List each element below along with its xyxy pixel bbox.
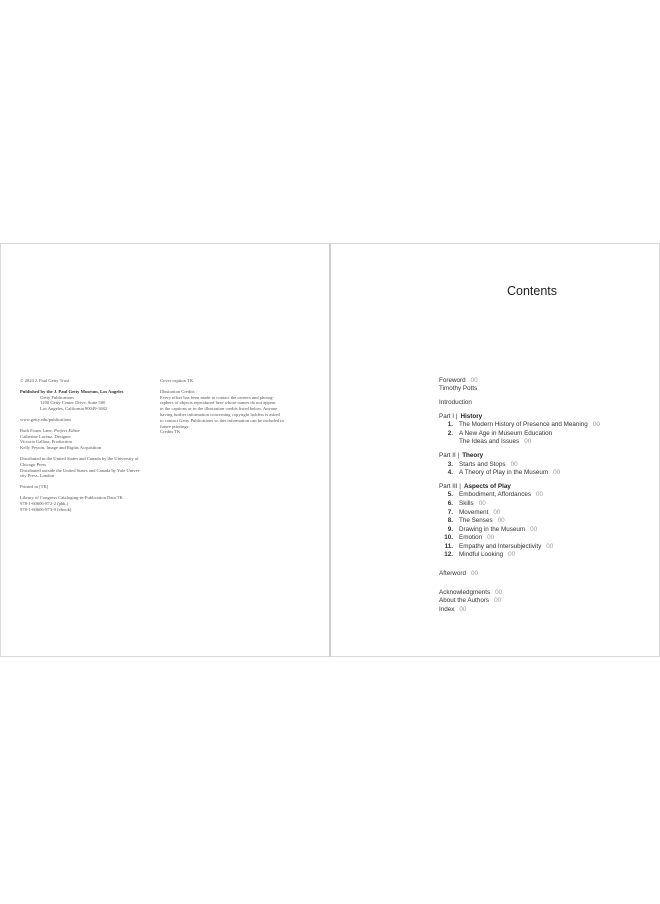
website-link[interactable]: www.getty.edu/publications <box>20 416 72 422</box>
toc-foreword-author: Timothy Potts <box>439 385 478 393</box>
toc-part-heading: Part I | History <box>439 412 483 420</box>
toc-chapter[interactable]: 9. Drawing in the Museum 00 <box>447 525 538 533</box>
address-line: Getty Publications <box>40 394 75 400</box>
toc-entry-introduction[interactable]: Introduction <box>439 398 472 406</box>
distribution-line: Chicago Press <box>20 461 47 467</box>
credits-text-line: Every effort has been made to contact the owners and photog- <box>160 394 274 400</box>
credit-line: Ruth Evans Lane, Project Editor <box>20 427 81 433</box>
cover-credits-block <box>160 378 284 435</box>
toc-part-heading: Part III | Aspects of Play <box>439 482 511 490</box>
toc-chapter[interactable]: 7. Movement 00 <box>447 508 501 516</box>
credits-text-line: raphers of objects reproduced here whose names do not appear <box>160 400 276 406</box>
distribution-line: Distributed outside the United States and Canada by Yale Univer- <box>20 467 141 473</box>
address-line: 1200 Getty Center Drive, Suite 500 <box>40 400 106 406</box>
credits-text-line: to contact Getty Publications so this information can be included in <box>160 417 284 423</box>
credit-line: Catherine Lorenz, Designer <box>20 433 71 439</box>
credits-text-line: having further information concerning copyright holders is asked <box>160 411 280 417</box>
toc-chapter[interactable]: 11. Empathy and Intersubjectivity 00 <box>444 542 554 550</box>
credits-tk: Credits TK <box>160 429 181 435</box>
toc-chapter[interactable]: 5. Embodiment, Affordances 00 <box>447 491 544 499</box>
credit-line: Kelly Peyton, Image and Rights Acquisition <box>20 445 102 451</box>
toc-chapter[interactable]: 8. The Senses 00 <box>447 517 505 525</box>
toc-chapter[interactable]: 4. A Theory of Play in the Museum 00 <box>447 469 561 477</box>
library-line: Library of Congress Cataloging-in-Publication Data TK <box>20 494 123 500</box>
toc-entry-index[interactable]: Index 00 <box>439 605 467 613</box>
publisher-line: Published by the J. Paul Getty Museum, Los Angeles <box>20 388 124 394</box>
isbn-line: 978-1-60606-873-9 (ebook) <box>20 506 72 512</box>
toc-chapter[interactable]: 3. Starts and Stops 00 <box>447 460 518 468</box>
toc-subentry[interactable]: The Ideas and Issues 00 <box>459 438 532 446</box>
toc-chapter[interactable]: 6. Skills 00 <box>447 499 486 507</box>
page-number: 00 <box>470 376 478 384</box>
toc-chapter[interactable]: 1. The Modern History of Presence and Meaning 00 <box>447 421 600 429</box>
toc-entry-foreword[interactable]: Foreword 00 <box>439 376 478 384</box>
isbn-line: 978-1-60606-872-2 (pbk.) <box>20 500 69 506</box>
toc-chapter[interactable]: 2. A New Age in Museum Education <box>447 429 553 437</box>
page-gutter <box>329 243 331 657</box>
credits-text-line: future printings. <box>160 423 190 429</box>
copyright-block <box>20 378 141 512</box>
toc-entry-about-authors[interactable]: About the Authors 00 <box>439 597 502 605</box>
toc-entry-afterword[interactable]: Afterword 00 <box>439 570 478 578</box>
credits-text-line: in the captions or in the illustration credits listed below. Anyone <box>160 406 278 412</box>
distribution-line: Distributed in the United States and Canada by the University of <box>20 455 139 461</box>
toc-chapter[interactable]: 10. Emotion 00 <box>444 534 495 542</box>
distribution-line: sity Press, London <box>20 473 55 479</box>
contents-title: Contents <box>507 284 558 298</box>
cover-caption: Cover caption TK <box>160 378 194 383</box>
credit-line: Victoria Gallina, Production <box>20 439 72 445</box>
printed-line: Printed in [TK] <box>20 484 49 490</box>
copyright-line: © 2024 J. Paul Getty Trust <box>20 378 70 383</box>
toc-part-heading: Part II | Theory <box>439 451 484 459</box>
address-line: Los Angeles, California 90049-1682 <box>40 406 108 412</box>
toc-chapter[interactable]: 12. Mindful Looking 00 <box>444 551 516 559</box>
toc-entry-acknowledgments[interactable]: Acknowledgments 00 <box>439 588 503 596</box>
table-of-contents <box>439 376 600 614</box>
illustration-credits-heading: Illustration Credits <box>160 388 195 394</box>
